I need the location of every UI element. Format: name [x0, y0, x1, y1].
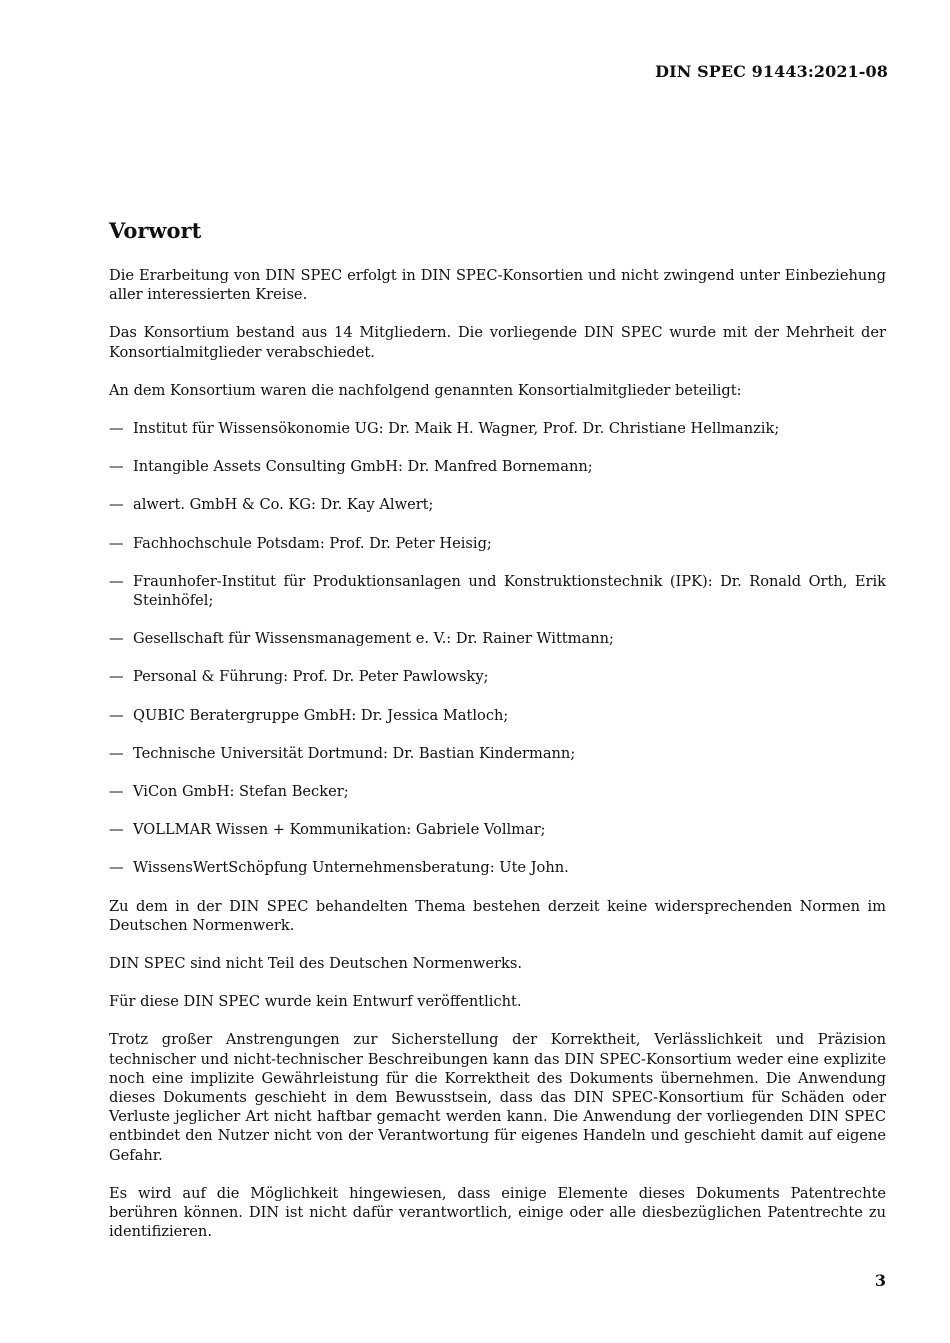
dash-marker: —	[109, 534, 124, 552]
list-item-text: QUBIC Beratergruppe GmbH: Dr. Jessica Matloch;	[133, 706, 509, 724]
dash-marker: —	[109, 744, 124, 762]
dash-marker: —	[109, 706, 124, 724]
dash-marker: —	[109, 458, 124, 476]
list-item	[109, 495, 886, 514]
dash-marker: —	[109, 630, 124, 648]
list-item	[109, 782, 886, 801]
list-item-text: Fraunhofer-Institut für Produktionsanlagen und Konstruktionstechnik (IPK): Dr. Ronald Orth, Erik Steinhöfel;	[133, 572, 886, 610]
list-item	[109, 572, 886, 610]
list-item	[109, 858, 886, 877]
list-item-text: Technische Universität Dortmund: Dr. Bastian Kindermann;	[133, 744, 576, 762]
list-item-text: VOLLMAR Wissen + Kommunikation: Gabriele Vollmar;	[133, 821, 546, 839]
dash-marker: —	[109, 783, 124, 801]
list-item-text: Fachhochschule Potsdam: Prof. Dr. Peter Heisig;	[133, 534, 492, 552]
list-item-text: WissensWertSchöpfung Unternehmensberatung: Ute John.	[133, 859, 569, 877]
list-item-text: Intangible Assets Consulting GmbH: Dr. Manfred Bornemann;	[133, 458, 593, 476]
page-number: 3	[874, 1271, 886, 1290]
dash-marker: —	[109, 420, 124, 438]
list-item	[109, 457, 886, 476]
page-title: Vorwort	[109, 218, 202, 243]
list-item	[109, 629, 886, 648]
list-item-text: Personal & Führung: Prof. Dr. Peter Pawlowsky;	[133, 668, 489, 686]
list-item	[109, 820, 886, 839]
list-item	[109, 706, 886, 725]
paragraph: Es wird auf die Möglichkeit hingewiesen, dass einige Elemente dieses Dokuments Patentrechte berühren können. DIN ist nicht dafür verantwortlich, einige oder alle diesbezüglichen Patentrechte zu identifizieren.	[109, 1184, 886, 1241]
paragraph: Zu dem in der DIN SPEC behandelten Thema bestehen derzeit keine widersprechenden Normen im Deutschen Normenwerk.	[109, 897, 886, 934]
paragraph: Das Konsortium bestand aus 14 Mitgliedern. Die vorliegende DIN SPEC wurde mit der Mehrheit der Konsortialmitglieder verabschiedet.	[109, 324, 886, 361]
member-list	[109, 419, 886, 878]
paragraph: DIN SPEC sind nicht Teil des Deutschen Normenwerks.	[109, 955, 522, 973]
dash-marker: —	[109, 572, 124, 590]
list-item-text: ViCon GmbH: Stefan Becker;	[133, 783, 349, 801]
dash-marker: —	[109, 859, 124, 877]
paragraph: Für diese DIN SPEC wurde kein Entwurf veröffentlicht.	[109, 993, 522, 1011]
paragraph: Die Erarbeitung von DIN SPEC erfolgt in DIN SPEC-Konsortien und nicht zwingend unter Einbeziehung aller interessierten Kreise.	[109, 267, 886, 304]
dash-marker: —	[109, 821, 124, 839]
list-item	[109, 419, 886, 438]
list-item	[109, 534, 886, 553]
list-item-text: Institut für Wissensökonomie UG: Dr. Maik H. Wagner, Prof. Dr. Christiane Hellmanzik;	[133, 420, 780, 438]
list-item-text: alwert. GmbH & Co. KG: Dr. Kay Alwert;	[133, 496, 434, 514]
dash-marker: —	[109, 496, 124, 514]
paragraph: Trotz großer Anstrengungen zur Sicherstellung der Korrektheit, Verlässlichkeit und Präzision technischer und nicht-technischer Beschreibungen kann das DIN SPEC-Konsortium weder eine explizite noch eine implizite Gewährleistung für die Korrektheit des Dokuments übernehmen. Die Anwendung dieses Dokuments geschieht in dem Bewusstsein, dass das DIN SPEC-Konsortium für Schäden oder Verluste jeglicher Art nicht haftbar gemacht werden kann. Die Anwendung der vorliegenden DIN SPEC entbindet den Nutzer nicht von der Verantwortung für eigenes Handeln und geschieht damit auf eigene Gefahr.	[109, 1031, 886, 1164]
document-body	[109, 218, 886, 1261]
list-item	[109, 744, 886, 763]
paragraph: An dem Konsortium waren die nachfolgend genannten Konsortialmitglieder beteiligt:	[109, 381, 742, 399]
dash-marker: —	[109, 668, 124, 686]
list-item-text: Gesellschaft für Wissensmanagement e. V.: Dr. Rainer Wittmann;	[133, 630, 614, 648]
document-id: DIN SPEC 91443:2021-08	[655, 62, 888, 81]
list-item	[109, 667, 886, 686]
